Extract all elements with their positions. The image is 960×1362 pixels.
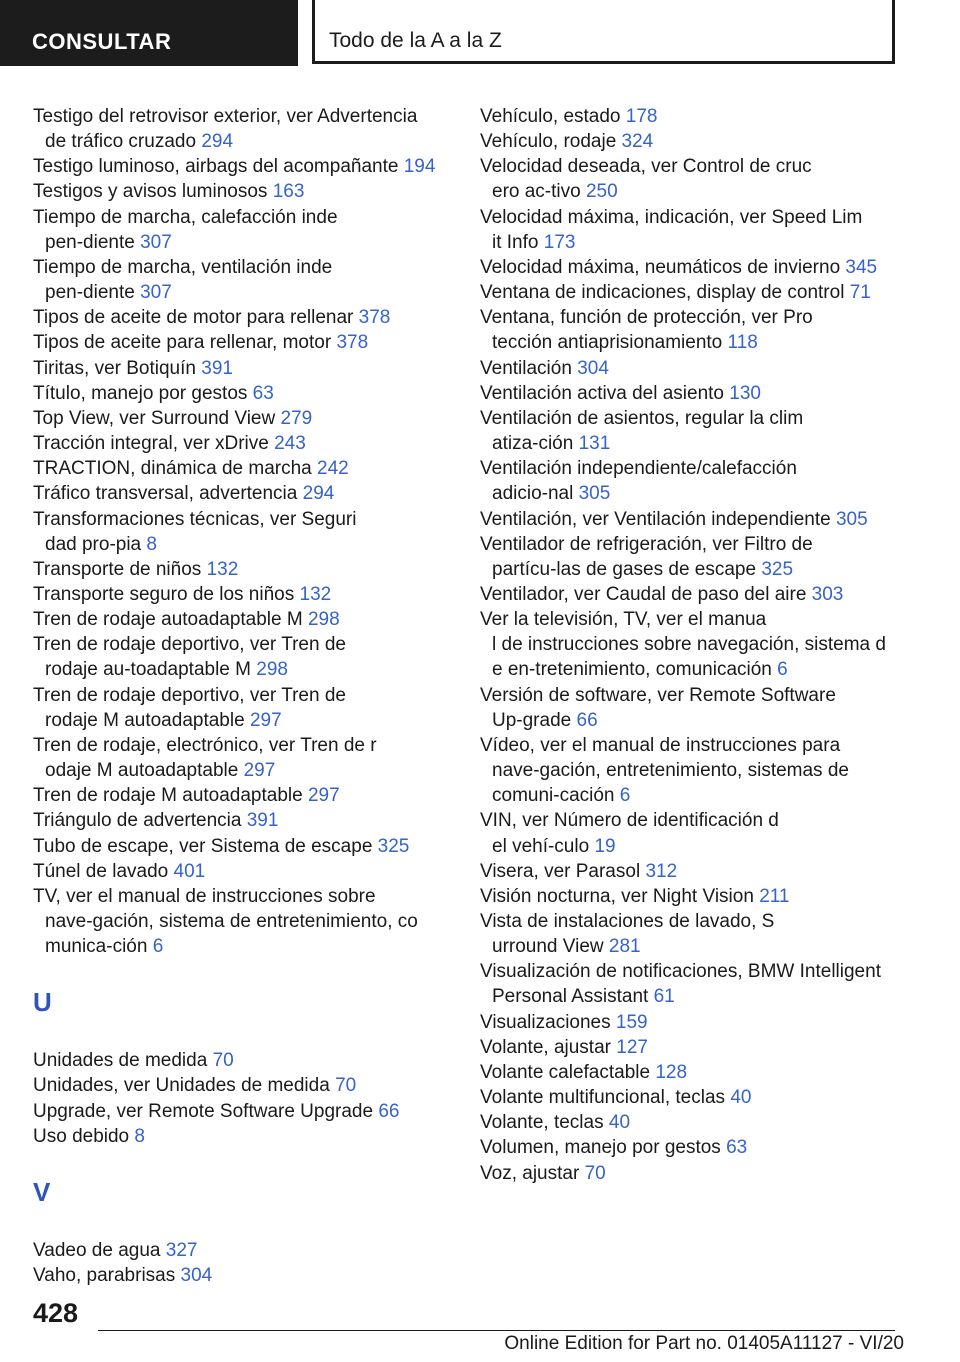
page-reference-link[interactable]: 294 [201,131,234,153]
index-entry-text: Tiempo de marcha, ventilación inde pen-diente [33,256,333,304]
index-entry-text: Ventilación, ver Ventilación independiente [480,508,836,530]
index-entry-text: Vídeo, ver el manual de instrucciones para nave-gación, entretenimiento, sistemas de comuni-cación [480,734,849,807]
page-reference-link[interactable]: 131 [578,433,611,455]
index-entry-text: Tren de rodaje, electrónico, ver Tren de r odaje M autoadaptable [33,734,377,782]
index-entry [33,632,453,682]
index-entry [33,104,453,154]
footer-divider [98,1330,895,1331]
index-entry [33,557,453,582]
index-entry [33,481,453,506]
page-reference-link[interactable]: 391 [201,357,233,379]
page-reference-link[interactable]: 19 [594,835,616,857]
index-entry [33,808,453,833]
page-reference-link[interactable]: 325 [761,558,794,580]
page-reference-link[interactable]: 279 [280,407,313,429]
index-entry-text: Tiritas, ver Botiquín [33,357,202,379]
index-entry-text: Tipos de aceite para rellenar, motor [33,332,337,354]
page-reference-link[interactable]: 63 [252,382,274,404]
index-entry [480,1010,900,1035]
index-letter-heading: U [33,987,52,1018]
index-entry-text: Ventilador, ver Caudal de paso del aire [480,583,812,605]
page-reference-link[interactable]: 298 [256,659,288,681]
index-entry [480,381,900,406]
index-entry-text: Vehículo, rodaje [480,131,622,153]
index-entry-text: Tracción integral, ver xDrive [33,433,275,455]
page-reference-link[interactable]: 243 [274,433,306,455]
index-entry-text: Testigos y avisos luminosos [33,181,273,203]
page-reference-link[interactable]: 159 [615,1011,648,1033]
index-entry [33,733,453,783]
index-entry [33,330,453,355]
index-entry [33,1263,453,1288]
page-number: 428 [33,1298,79,1328]
index-entry [33,884,453,959]
index-entry-text: Vista de instalaciones de lavado, S urround View [480,911,775,958]
index-entry-text: Tren de rodaje autoadaptable M [33,609,308,631]
index-entry-text: TRACTION, dinámica de marcha [33,458,318,480]
page-reference-link[interactable]: 8 [146,533,157,555]
index-column-right [480,104,900,1186]
index-entry [480,1110,900,1135]
index-entry-text: Unidades de medida [33,1050,213,1072]
index-entry [33,381,453,406]
page-reference-link[interactable]: 127 [616,1036,648,1058]
index-entry-text: Título, manejo por gestos [33,382,253,404]
page-reference-link[interactable]: 303 [811,583,844,605]
index-entry-text: Ventana, función de protección, ver Pro tección antiaprisionamiento [480,307,813,354]
index-entry [33,507,453,557]
index-entry [33,154,453,179]
index-entry [480,959,900,1009]
index-entry-text: Tren de rodaje deportivo, ver Tren de rodaje M autoadaptable [33,684,346,731]
page-reference-link[interactable]: 6 [777,659,788,681]
index-entry-text: Ventana de indicaciones, display de control [480,282,850,304]
index-entry [480,607,900,682]
page-reference-link[interactable]: 250 [585,181,618,203]
index-entry-text: Túnel de lavado [33,860,174,882]
page-reference-link[interactable]: 281 [608,936,641,958]
index-entry [480,884,900,909]
index-entry-text: Velocidad máxima, neumáticos de invierno [480,256,846,278]
index-entry-text: Volante, teclas [480,1112,609,1134]
index-entry [480,808,900,858]
index-entry-text: Testigo luminoso, airbags del acompañante [33,156,404,178]
chapter-title: Todo de la A a la Z [312,0,895,64]
index-entry-text: Tipos de aceite de motor para rellenar [33,307,359,329]
page-reference-link[interactable]: 294 [302,483,335,505]
index-entry [33,356,453,381]
index-entry-text: Vaho, parabrisas [33,1265,181,1287]
index-entry [33,406,453,431]
page-reference-link[interactable]: 327 [165,1239,198,1261]
index-entry [480,1135,900,1160]
page-reference-link[interactable]: 378 [336,332,369,354]
index-entry-text: Top View, ver Surround View [33,407,281,429]
page-reference-link[interactable]: 305 [578,483,611,505]
page-reference-link[interactable]: 8 [134,1125,145,1147]
index-entry [33,305,453,330]
index-entry [480,129,900,154]
page-reference-link[interactable]: 66 [576,709,598,731]
page-reference-link[interactable]: 297 [249,709,282,731]
page-header [0,0,960,66]
index-entry [33,431,453,456]
index-entry [33,607,453,632]
index-entry-text: Velocidad máxima, indicación, ver Speed Lim it Info [480,206,863,253]
index-entry-text: Unidades, ver Unidades de medida [33,1075,336,1097]
index-entry [480,1161,900,1186]
index-entry-text: Ventilador de refrigeración, ver Filtro de partícu-las de gases de escape [480,533,813,580]
page-reference-link[interactable]: 70 [212,1050,234,1072]
page-reference-link[interactable]: 345 [845,256,878,278]
index-entry-text: Ventilación activa del asiento [480,382,730,404]
page-reference-link[interactable]: 391 [246,810,279,832]
index-entry-text: Velocidad deseada, ver Control de cruc ero ac-tivo [480,156,812,203]
index-entry [33,179,453,204]
page-reference-link[interactable]: 297 [307,785,340,807]
page-reference-link[interactable]: 304 [577,357,609,379]
index-entry [33,205,453,255]
page-reference-link[interactable]: 70 [584,1162,606,1184]
index-entry-text: Visualizaciones [480,1011,616,1033]
index-entry-text: Visera, ver Parasol [480,860,646,882]
page-reference-link[interactable]: 304 [180,1265,213,1287]
index-entry [480,1085,900,1110]
index-entry [480,154,900,204]
index-entry [480,104,900,129]
index-entry [480,205,900,255]
page-reference-link[interactable]: 132 [299,583,332,605]
page-reference-link[interactable]: 128 [655,1061,688,1083]
index-entry-text: Tren de rodaje M autoadaptable [33,785,308,807]
page-reference-link[interactable]: 130 [729,382,761,404]
page-reference-link[interactable]: 242 [317,458,349,480]
page-reference-link[interactable]: 307 [140,231,172,253]
page-reference-link[interactable]: 173 [543,231,576,253]
index-entry-text: Uso debido [33,1125,135,1147]
index-entry-text: Triángulo de advertencia [33,810,247,832]
index-entry-text: Ventilación independiente/calefacción adicio-nal [480,458,797,505]
page-reference-link[interactable]: 61 [653,986,675,1008]
index-entry [480,406,900,456]
page-reference-link[interactable]: 40 [608,1112,631,1134]
index-entry [480,356,900,381]
index-entry [33,683,453,733]
page-reference-link[interactable]: 325 [377,835,410,857]
index-entry-text: Tráfico transversal, advertencia [33,483,303,505]
page-reference-link[interactable]: 132 [206,558,239,580]
index-entry-text: Tiempo de marcha, calefacción inde pen-diente [33,206,338,253]
page-reference-link[interactable]: 211 [759,885,790,907]
index-entry-text: Transporte seguro de los niños [33,583,300,605]
index-entry-text: Volante multifuncional, teclas [480,1087,731,1109]
index-entry-text: VIN, ver Número de identificación d el vehí-culo [480,810,779,857]
page-reference-link[interactable]: 6 [619,785,631,807]
index-entry [480,683,900,733]
index-entry-text: Versión de software, ver Remote Software Up-grade [480,684,836,731]
index-entry [480,532,900,582]
index-entry [480,1060,900,1085]
page-reference-link[interactable]: 6 [152,936,164,958]
index-entry [480,859,900,884]
index-entry [480,507,900,532]
index-entry [33,859,453,884]
page-reference-link[interactable]: 298 [307,609,340,631]
page-reference-link[interactable]: 178 [625,106,658,127]
index-entry-text: Testigo del retrovisor exterior, ver Advertencia de tráfico cruzado [33,106,418,153]
index-column-left [33,104,453,1288]
index-entry-text: Volante, ajustar [480,1036,617,1058]
index-entry [33,1048,453,1073]
index-entry-text: Volante calefactable [480,1061,656,1083]
page-reference-link[interactable]: 401 [173,860,206,882]
section-tab: CONSULTAR [0,0,298,66]
index-entry [33,1238,453,1263]
edition-note: Online Edition for Part no. 01405A11127 - VI/20 [504,1333,904,1354]
index-entry-text: Transformaciones técnicas, ver Seguri dad pro-pia [33,508,357,555]
page-reference-link[interactable]: 118 [727,332,758,354]
index-letter-heading: V [33,1176,51,1207]
page-reference-link[interactable]: 71 [849,282,871,304]
index-entry-text: Upgrade, ver Remote Software Upgrade [33,1100,379,1122]
page-reference-link[interactable]: 307 [140,282,172,304]
index-entry [33,1099,453,1124]
page-reference-link[interactable]: 305 [835,508,868,530]
page-reference-link[interactable]: 194 [403,156,436,178]
page-reference-link[interactable]: 378 [358,307,391,329]
page-reference-link[interactable]: 40 [730,1087,752,1109]
index-entry [33,783,453,808]
index-entry [33,456,453,481]
index-entry [480,255,900,280]
index-entry [480,456,900,506]
index-entry-text: Visualización de notificaciones, BMW Intelligent Personal Assistant [480,961,881,1008]
index-entry-text: Ventilación [480,357,578,379]
index-entry [480,305,900,355]
page-reference-link[interactable]: 312 [645,860,678,882]
page-reference-link[interactable]: 324 [621,131,654,153]
index-entry-text: Vadeo de agua [33,1239,166,1261]
index-entry [480,733,900,808]
page-reference-link[interactable]: 70 [335,1075,357,1097]
index-entry [480,909,900,959]
index-entry [480,280,900,305]
index-entry-text: Vehículo, estado [480,106,626,127]
index-entry [33,834,453,859]
index-entry [33,1124,453,1149]
index-entry-text: Tren de rodaje deportivo, ver Tren de rodaje au-toadaptable M [33,634,346,681]
index-entry [33,1073,453,1098]
index-entry-text: TV, ver el manual de instrucciones sobre nave-gación, sistema de entretenimiento, co munica-ción [33,885,418,958]
page-reference-link[interactable]: 66 [378,1100,400,1122]
index-entry [33,582,453,607]
index-entry-text: Transporte de niños [33,558,207,580]
index-entry [480,582,900,607]
index-entry-text: Ver la televisión, TV, ver el manua l de instrucciones sobre navegación, sistema d e en-tretenimiento, comunicación [480,609,886,681]
index-entry-text: Tubo de escape, ver Sistema de escape [33,835,378,857]
index-entry [33,255,453,305]
index-entry [480,1035,900,1060]
page-reference-link[interactable]: 63 [726,1137,748,1159]
index-entry-text: Visión nocturna, ver Night Vision [480,885,760,907]
index-entry-text: Voz, ajustar [480,1162,585,1184]
page-reference-link[interactable]: 297 [243,760,276,782]
index-entry-text: Ventilación de asientos, regular la clim atiza-ción [480,407,804,455]
index-entry-text: Volumen, manejo por gestos [480,1137,727,1159]
page-reference-link[interactable]: 163 [272,181,305,203]
